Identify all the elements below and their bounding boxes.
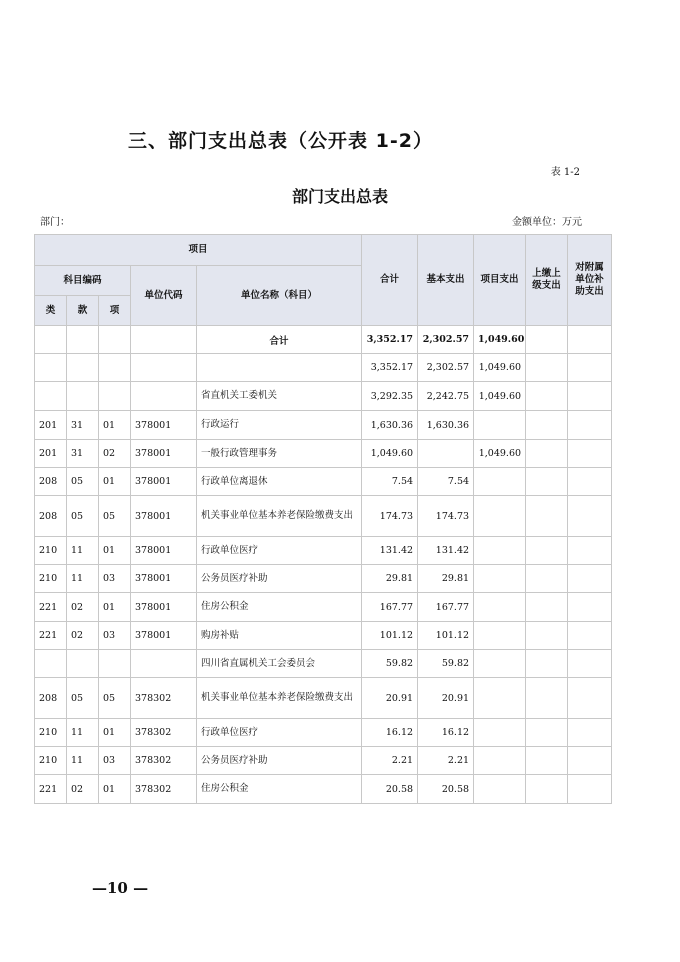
cell-lei — [35, 354, 67, 382]
unit-label: 金额单位：万元 — [512, 217, 582, 228]
table-row — [35, 747, 612, 775]
cell-basic: 20.91 — [418, 678, 474, 719]
cell-unit-code: 378001 — [131, 411, 197, 440]
table-row — [35, 537, 612, 565]
cell-xiang: 01 — [99, 468, 131, 496]
cell-basic: 167.77 — [418, 593, 474, 622]
cell-affiliated — [568, 354, 612, 382]
table-row — [35, 593, 612, 622]
cell-unit-name: 行政单位医疗 — [197, 719, 362, 747]
cell-upper — [526, 468, 568, 496]
cell-upper — [526, 537, 568, 565]
cell-xiang: 01 — [99, 537, 131, 565]
cell-affiliated — [568, 747, 612, 775]
cell-basic: 101.12 — [418, 622, 474, 650]
header-lei: 类 — [35, 296, 67, 326]
cell-project — [474, 650, 526, 678]
cell-xiang: 05 — [99, 678, 131, 719]
cell-unit-code: 378302 — [131, 719, 197, 747]
cell-total: 29.81 — [362, 565, 418, 593]
cell-lei: 201 — [35, 440, 67, 468]
cell-xiang: 05 — [99, 496, 131, 537]
cell-upper — [526, 678, 568, 719]
cell-basic: 16.12 — [418, 719, 474, 747]
cell-affiliated — [568, 382, 612, 411]
cell-upper — [526, 775, 568, 804]
cell-upper — [526, 593, 568, 622]
cell-unit-name: 购房补贴 — [197, 622, 362, 650]
cell-unit-name: 行政单位医疗 — [197, 537, 362, 565]
cell-upper — [526, 650, 568, 678]
cell-kuan: 02 — [67, 593, 99, 622]
cell-basic: 131.42 — [418, 537, 474, 565]
cell-affiliated — [568, 565, 612, 593]
cell-kuan: 05 — [67, 468, 99, 496]
cell-basic: 2,302.57 — [418, 326, 474, 354]
cell-upper — [526, 565, 568, 593]
cell-project: 1,049.60 — [474, 382, 526, 411]
cell-unit-code: 378302 — [131, 747, 197, 775]
cell-total: 16.12 — [362, 719, 418, 747]
cell-kuan: 02 — [67, 775, 99, 804]
cell-project — [474, 537, 526, 565]
table-row — [35, 565, 612, 593]
cell-xiang: 01 — [99, 411, 131, 440]
table-title: 部门支出总表 — [291, 187, 388, 206]
cell-unit-code: 378001 — [131, 537, 197, 565]
cell-xiang: 03 — [99, 565, 131, 593]
table-row — [35, 775, 612, 804]
total-row — [35, 326, 612, 354]
cell-unit-name: 住房公积金 — [197, 775, 362, 804]
cell-xiang: 03 — [99, 747, 131, 775]
header-upper: 上缴上级支出 — [526, 235, 568, 326]
cell-unit-code — [131, 354, 197, 382]
cell-upper — [526, 326, 568, 354]
cell-project — [474, 565, 526, 593]
header-total: 合计 — [362, 235, 418, 326]
department-label: 部门： — [40, 217, 70, 228]
table-row — [35, 354, 612, 382]
cell-unit-code: 378302 — [131, 678, 197, 719]
cell-project — [474, 775, 526, 804]
cell-xiang: 03 — [99, 622, 131, 650]
cell-unit-name: 住房公积金 — [197, 593, 362, 622]
table-row — [35, 719, 612, 747]
cell-lei: 201 — [35, 411, 67, 440]
cell-kuan — [67, 326, 99, 354]
page-number: —10 — — [92, 879, 149, 897]
cell-affiliated — [568, 440, 612, 468]
cell-project — [474, 593, 526, 622]
cell-affiliated — [568, 496, 612, 537]
cell-kuan — [67, 650, 99, 678]
cell-total: 2.21 — [362, 747, 418, 775]
header-project: 项目 — [35, 235, 362, 266]
cell-project — [474, 622, 526, 650]
cell-project: 1,049.60 — [474, 326, 526, 354]
cell-affiliated — [568, 622, 612, 650]
cell-unit-code — [131, 326, 197, 354]
cell-upper — [526, 382, 568, 411]
cell-xiang: 01 — [99, 775, 131, 804]
cell-total: 101.12 — [362, 622, 418, 650]
expenditure-table — [34, 234, 612, 804]
table-number: 表 1-2 — [550, 167, 580, 178]
cell-unit-name: 行政单位离退休 — [197, 468, 362, 496]
cell-kuan — [67, 354, 99, 382]
table-row — [35, 622, 612, 650]
cell-lei: 221 — [35, 593, 67, 622]
cell-total: 167.77 — [362, 593, 418, 622]
cell-upper — [526, 622, 568, 650]
cell-lei: 221 — [35, 775, 67, 804]
cell-affiliated — [568, 411, 612, 440]
cell-kuan: 11 — [67, 747, 99, 775]
cell-kuan: 05 — [67, 678, 99, 719]
cell-affiliated — [568, 537, 612, 565]
cell-unit-code: 378001 — [131, 496, 197, 537]
cell-unit-name: 公务员医疗补助 — [197, 565, 362, 593]
header-project-expenditure: 项目支出 — [474, 235, 526, 326]
cell-affiliated — [568, 650, 612, 678]
cell-kuan: 11 — [67, 565, 99, 593]
cell-lei: 210 — [35, 719, 67, 747]
cell-total: 3,292.35 — [362, 382, 418, 411]
table-row — [35, 650, 612, 678]
cell-kuan: 02 — [67, 622, 99, 650]
cell-unit-code: 378001 — [131, 593, 197, 622]
cell-basic: 2.21 — [418, 747, 474, 775]
cell-basic: 2,242.75 — [418, 382, 474, 411]
cell-project — [474, 678, 526, 719]
cell-affiliated — [568, 775, 612, 804]
cell-total: 3,352.17 — [362, 354, 418, 382]
cell-kuan: 11 — [67, 537, 99, 565]
table-row — [35, 440, 612, 468]
cell-basic: 1,630.36 — [418, 411, 474, 440]
table-row — [35, 382, 612, 411]
header-unit-code: 单位代码 — [131, 266, 197, 326]
cell-total: 1,630.36 — [362, 411, 418, 440]
cell-unit-name: 四川省直属机关工会委员会 — [197, 650, 362, 678]
table-row — [35, 468, 612, 496]
cell-unit-code: 378001 — [131, 468, 197, 496]
cell-basic: 7.54 — [418, 468, 474, 496]
cell-xiang: 01 — [99, 593, 131, 622]
cell-upper — [526, 411, 568, 440]
cell-lei: 221 — [35, 622, 67, 650]
cell-unit-code — [131, 382, 197, 411]
cell-total: 20.91 — [362, 678, 418, 719]
cell-unit-name: 合计 — [197, 326, 362, 354]
cell-upper — [526, 440, 568, 468]
cell-affiliated — [568, 468, 612, 496]
cell-project — [474, 468, 526, 496]
cell-kuan: 31 — [67, 440, 99, 468]
cell-unit-name: 机关事业单位基本养老保险缴费支出 — [197, 678, 362, 719]
cell-total: 3,352.17 — [362, 326, 418, 354]
cell-lei: 210 — [35, 565, 67, 593]
header-basic: 基本支出 — [418, 235, 474, 326]
header-unit-name: 单位名称（科目） — [197, 266, 362, 326]
cell-basic: 29.81 — [418, 565, 474, 593]
cell-upper — [526, 496, 568, 537]
cell-lei: 208 — [35, 678, 67, 719]
cell-xiang — [99, 650, 131, 678]
cell-unit-code — [131, 650, 197, 678]
cell-lei: 208 — [35, 496, 67, 537]
cell-xiang: 01 — [99, 719, 131, 747]
cell-project — [474, 719, 526, 747]
cell-affiliated — [568, 326, 612, 354]
cell-total: 7.54 — [362, 468, 418, 496]
cell-unit-name: 机关事业单位基本养老保险缴费支出 — [197, 496, 362, 537]
cell-lei: 210 — [35, 537, 67, 565]
table-row — [35, 411, 612, 440]
cell-unit-name: 省直机关工委机关 — [197, 382, 362, 411]
header-subject-code: 科目编码 — [35, 266, 131, 296]
cell-total: 1,049.60 — [362, 440, 418, 468]
cell-unit-code: 378001 — [131, 440, 197, 468]
cell-kuan: 05 — [67, 496, 99, 537]
cell-total: 131.42 — [362, 537, 418, 565]
cell-basic: 20.58 — [418, 775, 474, 804]
table-row — [35, 678, 612, 719]
cell-basic — [418, 440, 474, 468]
cell-upper — [526, 719, 568, 747]
cell-lei — [35, 382, 67, 411]
cell-unit-name: 行政运行 — [197, 411, 362, 440]
cell-lei — [35, 326, 67, 354]
cell-basic: 59.82 — [418, 650, 474, 678]
cell-unit-code: 378302 — [131, 775, 197, 804]
cell-kuan — [67, 382, 99, 411]
cell-lei: 208 — [35, 468, 67, 496]
cell-unit-name: 公务员医疗补助 — [197, 747, 362, 775]
cell-kuan: 11 — [67, 719, 99, 747]
cell-unit-name — [197, 354, 362, 382]
cell-xiang: 02 — [99, 440, 131, 468]
cell-affiliated — [568, 593, 612, 622]
cell-unit-code: 378001 — [131, 622, 197, 650]
cell-project — [474, 496, 526, 537]
cell-project: 1,049.60 — [474, 354, 526, 382]
cell-affiliated — [568, 719, 612, 747]
cell-upper — [526, 747, 568, 775]
cell-total: 20.58 — [362, 775, 418, 804]
header-xiang: 项 — [99, 296, 131, 326]
cell-unit-name: 一般行政管理事务 — [197, 440, 362, 468]
table-row — [35, 496, 612, 537]
cell-xiang — [99, 326, 131, 354]
cell-total: 59.82 — [362, 650, 418, 678]
cell-xiang — [99, 382, 131, 411]
cell-affiliated — [568, 678, 612, 719]
cell-project — [474, 747, 526, 775]
section-title: 三、部门支出总表（公开表 1-2） — [128, 130, 433, 152]
cell-project — [474, 411, 526, 440]
cell-basic: 174.73 — [418, 496, 474, 537]
cell-lei — [35, 650, 67, 678]
cell-total: 174.73 — [362, 496, 418, 537]
cell-kuan: 31 — [67, 411, 99, 440]
cell-basic: 2,302.57 — [418, 354, 474, 382]
header-kuan: 款 — [67, 296, 99, 326]
header-affiliated: 对附属单位补助支出 — [568, 235, 612, 326]
cell-project: 1,049.60 — [474, 440, 526, 468]
cell-upper — [526, 354, 568, 382]
cell-unit-code: 378001 — [131, 565, 197, 593]
cell-lei: 210 — [35, 747, 67, 775]
cell-xiang — [99, 354, 131, 382]
